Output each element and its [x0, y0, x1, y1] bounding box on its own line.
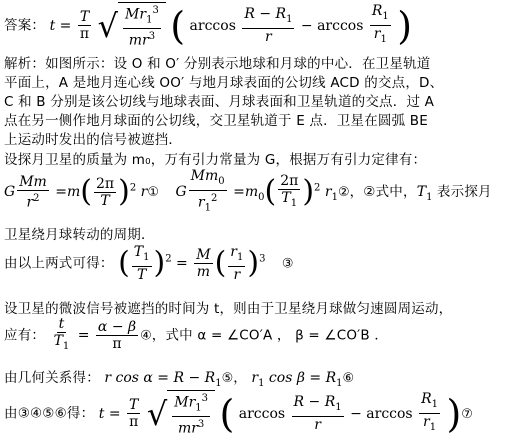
equation-mark-2: ② [337, 185, 350, 201]
answer-line [4, 2, 412, 49]
equations-5-6: 由几何关系得： r $\cos \alpha = R - R_1⑤$， $r_1$ $\cos \beta = R_1⑥$ [4, 370, 355, 389]
equation-mark-7: ⑦ [461, 406, 473, 422]
equation-mark-6: ⑥ [342, 371, 355, 386]
final-line [4, 390, 473, 437]
equation-mark-4: ④ [140, 328, 152, 344]
analysis-line-1: 解析：如图所示：设 O 和 O′ 分别表示地球和月球的中心．在卫星轨道 [4, 56, 431, 72]
period-line: 卫星绕月球转动的周期． [4, 227, 155, 243]
analysis-line-5: 上运动时发出的信号被遮挡． [4, 132, 183, 148]
analysis-line-4: 点在另一侧作地月球面的公切线，交卫星轨道于 E 点．卫星在圆弧 BE [4, 113, 428, 129]
sqrt-sign: √ $\frac{Mr_1^3}{mr^3}$ [147, 390, 215, 437]
analysis-line-6: 设探月卫星的质量为 m₀，万有引力常量为 G，根据万有引力定律有： [4, 152, 427, 168]
final-prefix: 由③④⑤⑥得： [4, 405, 95, 422]
answer-formula: t = $\frac{T}{\pi}$ √ $\frac{Mr_1^3}{mr^3}$ ( arccos $\frac{R - R_1}{r}$ − arccos $\frac{R_1}{r_1}$ ) [49, 3, 413, 50]
answer-label: 答案： [4, 17, 46, 34]
analysis-line-2: 平面上，A 是地月连心线 OO′ 与地月球表面的公切线 ACD 的交点，D、 [4, 75, 444, 91]
equation-mark-3: ③ [281, 256, 294, 272]
equation-4: 应有： $\frac{t}{T_1}$ = $\frac{\alpha - \beta}{\pi}$ ④，式中 α = ∠CO′A ， β = ∠CO′B ． [4, 316, 389, 352]
equations-1-2: G $\frac{Mm}{r^2}$ =m( $\frac{2\pi}{T}$ )$^2$ r① G $\frac{Mm_0}{r_1^2}$ $=m_0$( $\frac{2\pi}{T_1}$ )$^2$ $r_1②$，②式中，$T_1$ 表示探月 [4, 168, 492, 214]
analysis-line-3: C 和 B 分别是该公切线与地球表面、月球表面和卫星轨道的交点．过 A [4, 94, 435, 110]
sqrt-sign: √ $\frac{Mr_1^3}{mr^3}$ [98, 2, 166, 49]
final-formula: t = $\frac{T}{\pi}$ √ $\frac{Mr_1^3}{mr^3}$ ( arccos $\frac{R - R_1}{r}$ − arccos $\frac{R_1}{r_1}$ )⑦ [98, 391, 473, 438]
equation-mark-1: ① [147, 185, 160, 201]
equation-3: 由以上两式可得： ( $\frac{T_1}{T}$ )$^2$ = $\frac{M}{m}$ ( $\frac{r_1}{r}$ )$^3$ ③ [4, 244, 294, 283]
time-line: 设卫星的微波信号被遮挡的时间为 t，则由于卫星绕月球做匀速圆周运动， [4, 301, 453, 317]
equation-mark-5: ⑤ [221, 371, 234, 386]
